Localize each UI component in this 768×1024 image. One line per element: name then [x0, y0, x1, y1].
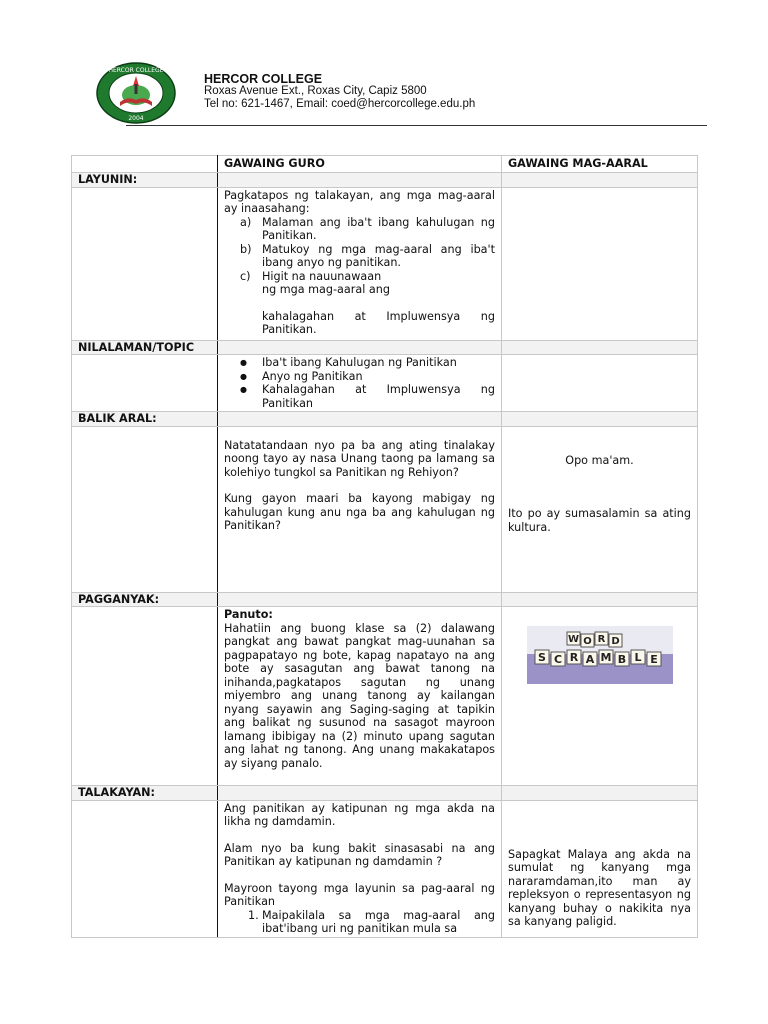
list-item: a) Malaman ang iba't ibang kahulugan ng Panitikan. [240, 215, 495, 242]
section-label-balik-aral: BALIK ARAL: [72, 412, 218, 427]
talakayan-row [72, 800, 698, 937]
panuto-label: Panuto: [224, 608, 273, 621]
topic-list [224, 356, 495, 410]
scramble-tile [583, 652, 597, 666]
talakayan-student-cell: Sapagkat Malaya ang akda na sumulat ng kanyang mga nararamdaman,ito man ay repleksyon o representasyon ng kanyang buhay o nakikita nya sa kanyang paligid. [502, 800, 698, 937]
college-address: Roxas Avenue Ext., Roxas City, Capiz 5800 [204, 85, 427, 97]
college-seal-logo [96, 62, 176, 124]
layunin-teacher-cell [218, 187, 502, 340]
svg-text:S: S [537, 651, 546, 664]
word-tile [609, 634, 622, 647]
svg-text:W: W [567, 634, 579, 645]
college-name: HERCOR COLLEGE [204, 72, 323, 86]
scramble-tile [599, 650, 613, 664]
svg-text:C: C [553, 653, 562, 666]
header-empty-cell [72, 156, 218, 173]
section-row-balik-aral [72, 412, 698, 427]
section-label-nilalaman: NILALAMAN/TOPIC [72, 340, 218, 355]
svg-text:D: D [610, 636, 620, 647]
pagganyak-row [72, 607, 698, 786]
college-contact: Tel no: 621-1467, Email: coed@hercorcollege.edu.ph [204, 98, 476, 110]
lesson-plan-table [71, 155, 698, 938]
letterhead [0, 0, 768, 140]
list-item: ● Iba't ibang Kahulugan ng Panitikan [262, 356, 495, 370]
svg-text:2004: 2004 [128, 115, 144, 122]
list-item: 1. Maipakilala sa mga mag-aaral ang ibat'ibang uri ng panitikan mula sa [248, 908, 495, 935]
svg-text:L: L [633, 651, 642, 664]
svg-text:A: A [585, 653, 594, 666]
list-item: ● Anyo ng Panitikan [262, 370, 495, 384]
svg-text:B: B [617, 653, 626, 666]
section-label-pagganyak: PAGGANYAK: [72, 592, 218, 607]
section-label-layunin: LAYUNIN: [72, 173, 218, 188]
svg-text:E: E [649, 653, 658, 666]
list-item: ● Kahalagahan at Impluwensya ng Panitikan [262, 383, 495, 410]
balik-aral-student-cell: Opo ma'am. Ito po ay sumasalamin sa ating kultura. [502, 426, 698, 592]
scramble-tile [647, 652, 661, 666]
word-tile [581, 634, 594, 647]
header-divider [126, 125, 707, 126]
nilalaman-row [72, 355, 698, 412]
pagganyak-student-cell [502, 607, 698, 786]
section-row-layunin [72, 173, 698, 188]
scramble-tile [535, 650, 549, 664]
scramble-tile [631, 650, 645, 664]
svg-text:R: R [569, 651, 578, 664]
balik-aral-row [72, 426, 698, 592]
table-header-row [72, 156, 698, 173]
word-tile [595, 632, 608, 645]
list-item: c) Higit na nauunawaan ng mga mag-aaral ang kahalagahan at Impluwensya ng Panitikan. [240, 269, 495, 336]
svg-text:M: M [600, 651, 611, 664]
nilalaman-teacher-cell [218, 355, 502, 412]
svg-text:HERCOR COLLEGE: HERCOR COLLEGE [108, 67, 164, 74]
col-student-header: GAWAING MAG-AARAL [502, 156, 698, 173]
svg-text:O: O [582, 636, 592, 647]
scramble-tile [615, 652, 629, 666]
talakayan-teacher-cell: Ang panitikan ay katipunan ng mga akda na likha ng damdamin. Alam nyo ba kung bakit sinasasabi na ang Panitikan ay katipunan ng damdamin ? Mayroon tayong mga layunin sa pag-aaral ng Panitikan 1. Maipakilala sa mga mag-aaral ang ibat'ibang uri ng panitikan mula sa [218, 800, 502, 937]
layunin-list [224, 216, 495, 337]
list-item: b) Matukoy ng mga mag-aaral ang iba't ibang anyo ng panitikan. [240, 242, 495, 269]
section-label-talakayan: TALAKAYAN: [72, 786, 218, 801]
layunin-row [72, 187, 698, 340]
panuto-text: Hahatiin ang buong klase sa (2) dalawang pangkat ang bawat pangkat mag-uunahan sa pagpapatayo ng bote, kapag napatayo na ang bote ay sasagutan ang bawat tanong na inihanda,pagkatapos sagutan ng unang miyembro ang unang tanong ay kailangan nyang sayawin ang Saging-saging at tapikin ang balikat ng susunod na sasagot mayroon lamang ibibigay na (2) minuto upang sagutan ang lahat ng tanong. Ang unang makakatapos ay siyang panalo. [224, 621, 495, 770]
svg-text:R: R [597, 634, 605, 645]
scramble-tile [567, 650, 581, 664]
section-row-nilalaman [72, 340, 698, 355]
section-row-talakayan [72, 786, 698, 801]
pagganyak-teacher-cell [218, 607, 502, 786]
section-row-pagganyak [72, 592, 698, 607]
word-tile [567, 632, 580, 645]
scramble-tile [551, 652, 565, 666]
layunin-intro: Pagkatapos ng talakayan, ang mga mag-aaral ay inaasahang: [224, 188, 495, 215]
balik-aral-teacher-cell: Natatatandaan nyo pa ba ang ating tinalakay noong tayo ay nasa Unang taong pa lamang sa kolehiyo tungkol sa Panitikan ng Rehiyon? Kung gayon maari ba kayong mabigay ng kahulugan kung anu nga ba ang kahulugan ng Panitikan? [218, 426, 502, 592]
word-scramble-image [527, 626, 673, 684]
col-teacher-header: GAWAING GURO [218, 156, 502, 173]
objectives-list [224, 909, 495, 936]
